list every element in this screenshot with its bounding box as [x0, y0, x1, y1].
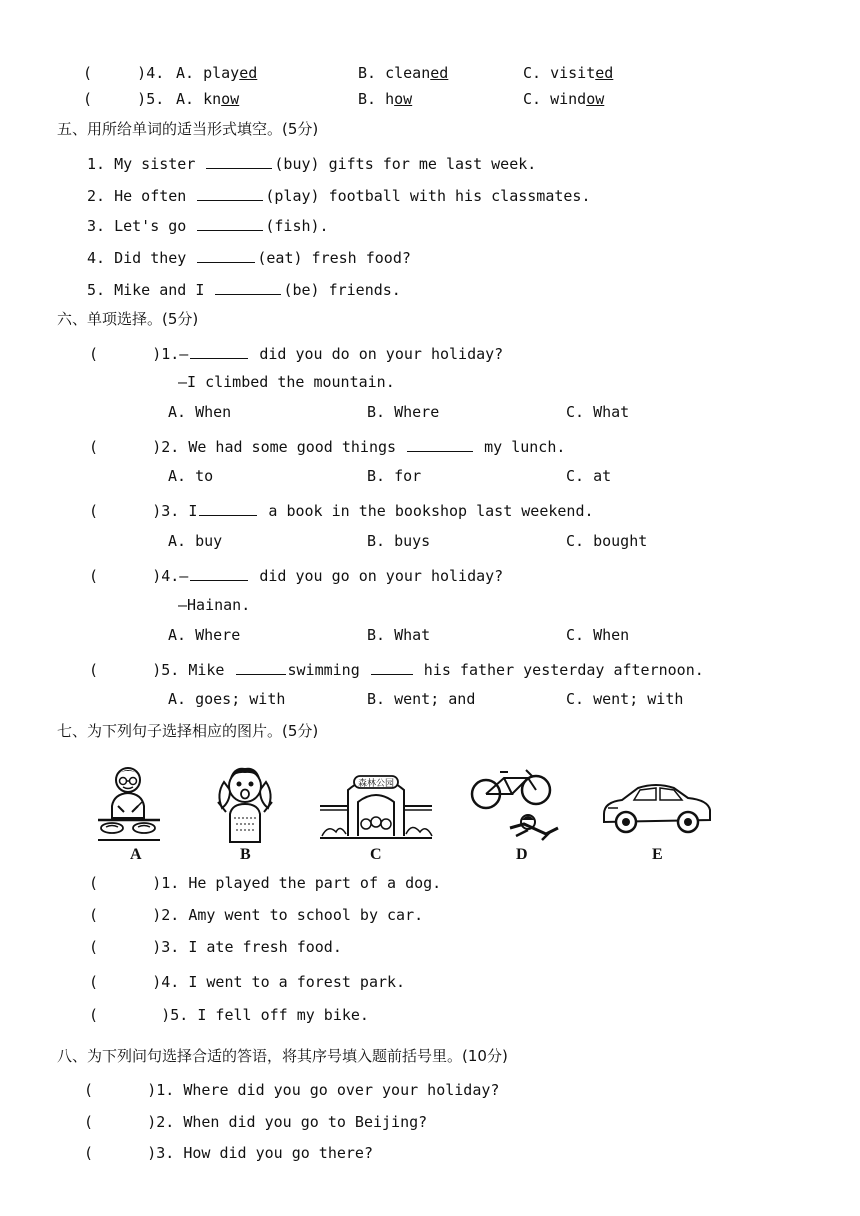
- section5-title: 五、用所给单词的适当形式填空。(5分): [57, 120, 319, 138]
- section6-q1-answer: —I climbed the mountain.: [178, 373, 395, 391]
- section7-title: 七、为下列句子选择相应的图片。(5分): [57, 722, 319, 740]
- phonics-q5-option-c: [523, 89, 604, 109]
- picture-d-fell-off-bike: [466, 762, 566, 844]
- answer-blank[interactable]: [215, 280, 281, 295]
- section5-item-2: [87, 186, 590, 206]
- picture-c-label: C: [370, 846, 382, 863]
- option-underlined-letters: ed: [239, 64, 258, 82]
- option-text: B. h: [358, 90, 395, 108]
- option-text: B. clean: [358, 64, 431, 82]
- answer-blank[interactable]: [190, 344, 248, 359]
- picture-e-car: [600, 776, 714, 840]
- section6-title: 六、单项选择。(5分): [57, 310, 199, 328]
- section6-q4-answer: —Hainan.: [178, 596, 251, 614]
- section6-q5-option-c: C. went; with: [566, 690, 684, 708]
- phonics-q4-number: ( )4.: [83, 64, 165, 82]
- question-text: my lunch.: [475, 438, 566, 456]
- option-underlined-letters: ed: [595, 64, 614, 82]
- phonics-q4-option-a: [176, 63, 257, 83]
- question-text: a book in the bookshop last weekend.: [259, 502, 594, 520]
- section6-q4-option-a: A. Where: [168, 626, 241, 644]
- section6-q5-option-a: A. goes; with: [168, 690, 286, 708]
- section6-q3-option-a: A. buy: [168, 532, 223, 550]
- answer-blank[interactable]: [236, 660, 286, 675]
- question-number: ( )2. We had some good things: [89, 438, 406, 456]
- option-underlined-letters: ed: [430, 64, 449, 82]
- answer-blank[interactable]: [206, 154, 272, 169]
- picture-a-label: A: [130, 846, 142, 863]
- section6-q1: [89, 344, 503, 364]
- picture-b-dog-costume: [210, 762, 280, 844]
- question-text: swimming: [287, 661, 369, 679]
- section8-item-1: ( )1. Where did you go over your holiday?: [84, 1081, 500, 1099]
- question-number: ( )3. I: [89, 502, 198, 520]
- answer-blank[interactable]: [407, 437, 473, 452]
- section8-title: 八、为下列问句选择合适的答语，将其序号填入题前括号里。(10分): [57, 1047, 508, 1065]
- section7-item-1: ( )1. He played the part of a dog.: [89, 874, 442, 892]
- section6-q2-option-a: A. to: [168, 467, 214, 485]
- item-text: (buy) gifts for me last week.: [274, 155, 537, 173]
- question-number: ( )4.—: [89, 567, 189, 585]
- answer-blank[interactable]: [371, 660, 413, 675]
- question-number: ( )5. Mike: [89, 661, 234, 679]
- question-text: his father yesterday afternoon.: [414, 661, 704, 679]
- item-text: 1. My sister: [87, 155, 205, 173]
- picture-b-label: B: [240, 846, 251, 863]
- question-text: did you do on your holiday?: [250, 345, 504, 363]
- answer-blank[interactable]: [197, 216, 263, 231]
- option-underlined-letters: ow: [221, 90, 240, 108]
- item-text: (fish).: [265, 217, 329, 235]
- section6-q5: [89, 660, 704, 680]
- answer-blank[interactable]: [197, 248, 255, 263]
- phonics-q4-option-c: [523, 63, 613, 83]
- section6-q4-option-c: C. When: [566, 626, 630, 644]
- section7-item-2: ( )2. Amy went to school by car.: [89, 906, 424, 924]
- section7-item-4: ( )4. I went to a forest park.: [89, 973, 406, 991]
- section6-q2-option-b: B. for: [367, 467, 422, 485]
- option-underlined-letters: ow: [586, 90, 605, 108]
- phonics-q5-option-b: [358, 89, 412, 109]
- section5-item-1: [87, 154, 536, 174]
- section6-q3-option-c: C. bought: [566, 532, 648, 550]
- item-text: (play) football with his classmates.: [265, 187, 591, 205]
- item-text: 2. He often: [87, 187, 196, 205]
- section6-q3: [89, 501, 594, 521]
- section6-q5-option-b: B. went; and: [367, 690, 476, 708]
- section8-item-3: ( )3. How did you go there?: [84, 1144, 373, 1162]
- section5-item-3: [87, 216, 329, 236]
- section6-q1-option-b: B. Where: [367, 403, 440, 421]
- item-text: 4. Did they: [87, 249, 196, 267]
- section5-item-5: [87, 280, 401, 300]
- item-text: 5. Mike and I: [87, 281, 214, 299]
- section6-q3-option-b: B. buys: [367, 532, 431, 550]
- section6-q4: [89, 566, 503, 586]
- phonics-q5-number: ( )5.: [83, 90, 165, 108]
- park-sign-text: 森林公园: [357, 779, 395, 789]
- item-text: (eat) fresh food?: [257, 249, 411, 267]
- section6-q4-option-b: B. What: [367, 626, 431, 644]
- picture-d-label: D: [516, 846, 528, 863]
- option-text: C. wind: [523, 90, 587, 108]
- phonics-q4-option-b: [358, 63, 448, 83]
- option-text: C. visit: [523, 64, 596, 82]
- picture-c-forest-park: [318, 762, 434, 844]
- item-text: (be) friends.: [283, 281, 401, 299]
- answer-blank[interactable]: [199, 501, 257, 516]
- phonics-q5-option-a: [176, 89, 239, 109]
- section5-item-4: [87, 248, 411, 268]
- section6-q2-option-c: C. at: [566, 467, 612, 485]
- picture-a-eating-food: [94, 762, 164, 844]
- answer-blank[interactable]: [190, 566, 248, 581]
- question-text: did you go on your holiday?: [250, 567, 504, 585]
- question-number: ( )1.—: [89, 345, 189, 363]
- section6-q2: [89, 437, 565, 457]
- section7-item-3: ( )3. I ate fresh food.: [89, 938, 342, 956]
- section8-item-2: ( )2. When did you go to Beijing?: [84, 1113, 428, 1131]
- option-text: A. kn: [176, 90, 222, 108]
- item-text: 3. Let's go: [87, 217, 196, 235]
- picture-e-label: E: [652, 846, 663, 863]
- option-underlined-letters: ow: [394, 90, 413, 108]
- option-text: A. play: [176, 64, 240, 82]
- section6-q1-option-a: A. When: [168, 403, 232, 421]
- section7-item-5: ( )5. I fell off my bike.: [89, 1006, 369, 1024]
- section6-q1-option-c: C. What: [566, 403, 630, 421]
- answer-blank[interactable]: [197, 186, 263, 201]
